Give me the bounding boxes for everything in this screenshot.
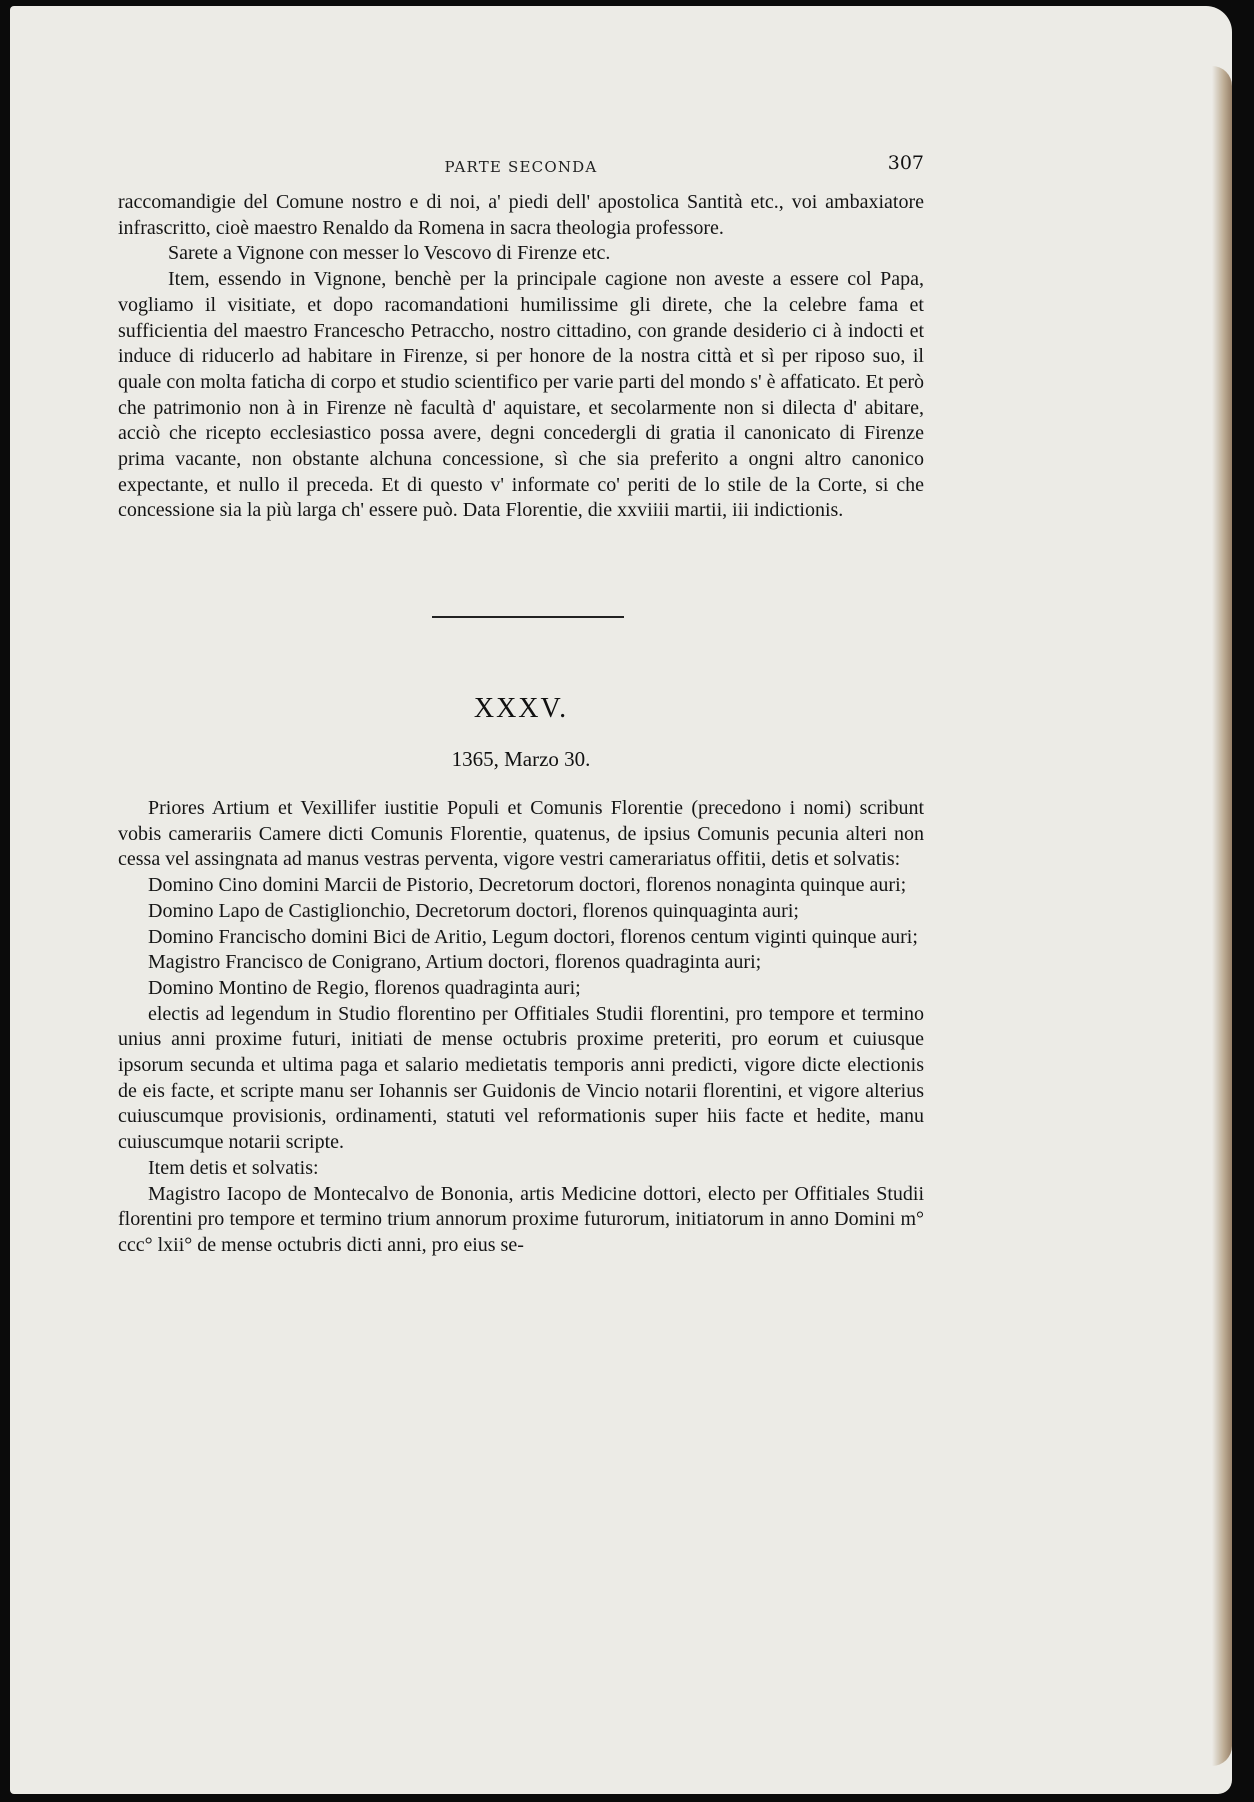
letter-continuation — [118, 190, 924, 524]
paragraph-3: Item, essendo in Vignone, benchè per la principale cagione non aveste a essere col Papa, vogliamo il visitiate, et dopo racomandationi humilissime gli direte, che la celebre fama et sufficientia del maestro Francescho Petraccho, nostro cittadino, con grande desiderio ci à indocti et induce di riducerlo ad habitare in Firenze, si per honore de la nostra città et sì per riposo suo, il quale con molta faticha di corpo et studio scientifico per varie parti del mondo s' è affaticato. Et però che patrimonio non à in Firenze nè facultà d' aquistare, et secolarmente non si dilecta d' abitare, acciò che ricepto ecclesiastico possa avere, degni concedergli di gratia il canonicato di Firenze prima vacante, non obstante alchuna concessione, sì che sia preferito a ongni altro canonico expectante, et nullo il preceda. Et di questo v' informate co' periti de lo stile de la Corte, si che concessione sia la più larga ch' essere può. Data Florentie, die xxviiii martii, iii indictionis. — [118, 268, 924, 522]
body-paragraph-5: Magistro Francisco de Conigrano, Artium doctori, florenos quadraginta auri; — [148, 951, 762, 974]
document-number: XXXV. — [473, 693, 569, 724]
body-paragraph-2: Domino Cino domini Marcii de Pistorio, Decretorum doctori, florenos nonaginta quinque auri; — [148, 874, 907, 897]
page-number: 307 — [887, 152, 924, 174]
page-edge-shadow — [1212, 66, 1232, 1766]
running-title: PARTE SECONDA — [444, 158, 598, 176]
body-paragraph-4: Domino Francischo domini Bici de Aritio, Legum doctori, florenos centum viginti quinque auri; — [148, 925, 918, 948]
body-paragraph-1: Priores Artium et Vexillifer iustitie Populi et Comunis Florentie (precedono i nomi) scribunt vobis camerariis Camere dicti Comunis Florentie, quatenus, de ipsius Comunis pecunia alteri non cessa vel assingnata ad manus vestras perventa, vigore vestri camerariatus offitii, detis et solvatis: — [118, 797, 924, 871]
page-header — [118, 152, 924, 182]
document-body — [118, 796, 924, 1259]
document-date: 1365, Marzo 30. — [451, 747, 591, 771]
body-paragraph-8: Item detis et solvatis: — [148, 1156, 319, 1179]
body-paragraph-6: Domino Montino de Regio, florenos quadraginta auri; — [148, 976, 581, 999]
section-divider — [432, 616, 624, 618]
paragraph-1: raccomandigie del Comune nostro e di noi, a' piedi dell' apostolica Santità etc., voi ambaxiatore infrascritto, cioè maestro Renaldo da Romena in sacra theologia professore. — [118, 191, 924, 239]
body-paragraph-3: Domino Lapo de Castiglionchio, Decretorum doctori, florenos quinquaginta auri; — [148, 899, 799, 922]
body-paragraph-9: Magistro Iacopo de Montecalvo de Bononia, artis Medicine dottori, electo per Offitiales Studii florentini pro tempore et termino trium annorum proxime futurorum, initiatorum in anno Domini m° ccc° lxii° de mense octubris dicti anni, pro eius se- — [118, 1182, 924, 1256]
body-paragraph-7: electis ad legendum in Studio florentino per Offitiales Studii florentini, pro tempore et termino unius anni proxime futuri, initiati de mense octubris proxime preteriti, pro eorum et cuiusque ipsorum secunda et ultima paga et salario medietatis temporis anni predicti, vigore dicte electionis de eis facte, et scripte manu ser Iohannis ser Guidonis de Vincio notarii florentini, et vigore alterius cuiuscumque provisionis, ordinamenti, statuti vel reformationis super hiis facte et hedite, manu cuiuscumque notarii scripte. — [118, 1002, 924, 1154]
paragraph-2: Sarete a Vignone con messer lo Vescovo di Firenze etc. — [168, 242, 611, 265]
